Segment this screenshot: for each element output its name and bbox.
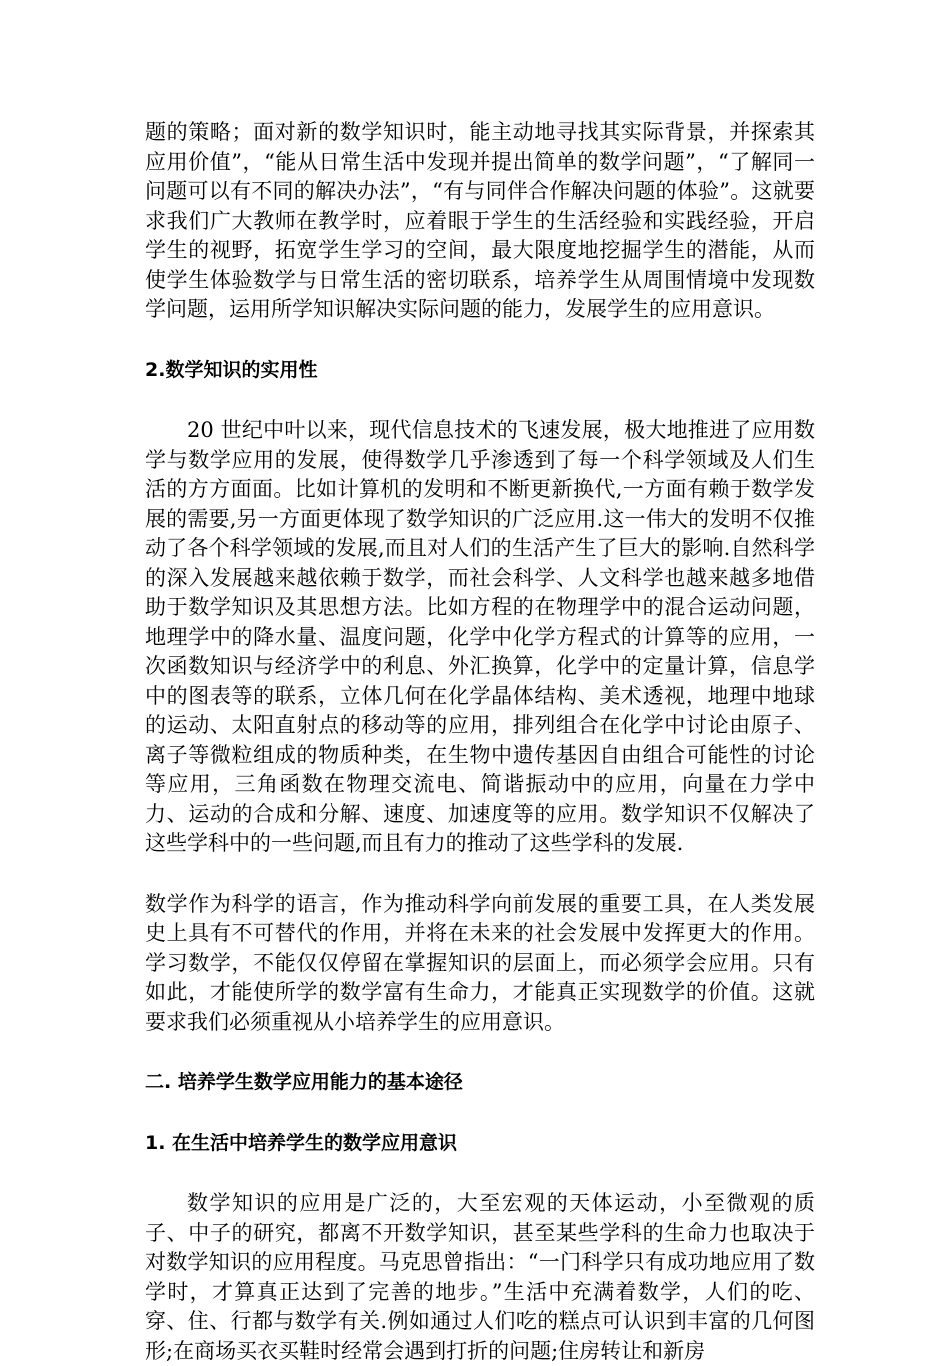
- practicality-paragraph: 20 世纪中叶以来，现代信息技术的飞速发展，极大地推进了应用数学与数学应用的发展，使得数学几乎渗透到了每一个科学领域及人们生活的方方面面。比如计算机的发明和不断更新换代,一方面有赖于数学发展的需要,另一方面更体现了数学知识的广泛应用.这一伟大的发明不仅推动了各个科学领域的发展,而且对人们的生活产生了巨大的影响.自然科学的深入发展越来越依赖于数学，而社会科学、人文科学也越来越多地借助于数学知识及其思想方法。比如方程的在物理学中的混合运动问题，地理学中的降水量、温度问题，化学中化学方程式的计算等的应用，一次函数知识与经济学中的利息、外汇换算，化学中的定量计算，信息学中的图表等的联系，立体几何在化学晶体结构、美术透视，地理中地球的运动、太阳直射点的移动等的应用，排列组合在化学中讨论由原子、离子等微粒组成的物质种类，在生物中遗传基因自由组合可能性的讨论等应用，三角函数在物理交流电、简谐振动中的应用，向量在力学中力、运动的合成和分解、速度、加速度等的应用。数学知识不仅解决了这些学科中的一些问题,而且有力的推动了这些学科的发展.: [145, 418, 815, 855]
- intro-paragraph: 题的策略；面对新的数学知识时，能主动地寻找其实际背景，并探索其应用价值”，“能从日常生活中发现并提出简单的数学问题”，“了解同一问题可以有不同的解决办法”，“有与同伴合作解决问题的体验”。这就要求我们广大教师在教学时，应着眼于学生的生活经验和实践经验，开启学生的视野，拓宽学生学习的空间，最大限度地挖掘学生的潜能，从而使学生体验数学与日常生活的密切联系，培养学生从周围情境中发现数学问题，运用所学知识解决实际问题的能力，发展学生的应用意识。: [145, 120, 815, 321]
- document-body: [145, 118, 815, 1366]
- section-heading-life-application: 1. 在生活中培养学生的数学应用意识: [145, 1131, 458, 1154]
- chapter-heading-basic-approaches: 二. 培养学生数学应用能力的基本途径: [145, 1071, 463, 1093]
- section-heading-practicality: 2.数学知识的实用性: [145, 358, 318, 381]
- life-application-paragraph: 数学知识的应用是广泛的，大至宏观的天体运动，小至微观的质子、中子的研究，都离不开数学知识，甚至某些学科的生命力也取决于对数学知识的应用程度。马克思曾指出：“一门科学只有成功地应用了数学时，才算真正达到了完善的地步。”生活中充满着数学，人们的吃、穿、住、行都与数学有关.例如通过人们吃的糕点可认识到丰富的几何图形;在商场买衣买鞋时经常会遇到打折的问题;住房转让和新房: [145, 1191, 815, 1363]
- language-of-science-paragraph: 数学作为科学的语言，作为推动科学向前发展的重要工具，在人类发展史上具有不可替代的作用，并将在未来的社会发展中发挥更大的作用。学习数学，不能仅仅停留在掌握知识的层面上，而必须学会应用。只有如此，才能使所学的数学富有生命力，才能真正实现数学的价值。这就要求我们必须重视从小培养学生的应用意识。: [145, 891, 815, 1034]
